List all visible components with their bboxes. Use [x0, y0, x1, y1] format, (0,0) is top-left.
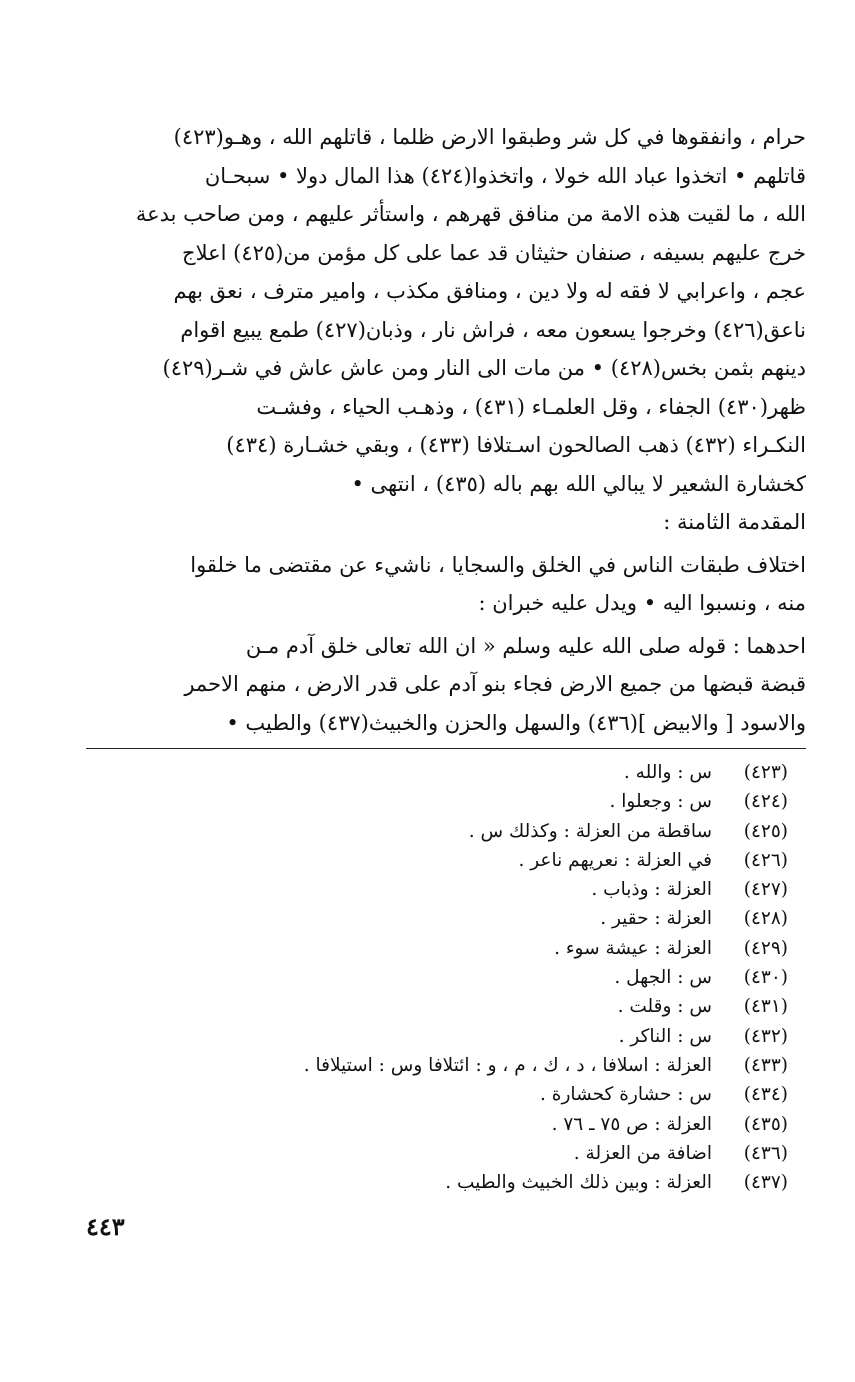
footnote-text: العزلة : ص ٧٥ ـ ٧٦ . — [551, 1113, 712, 1135]
footnote-number: (٤٣١) — [743, 996, 788, 1018]
footnote — [86, 1110, 788, 1139]
text-line: خرج عليهم بسيفه ، صنفان حثيثان قد عما على كل مؤمن من(٤٢٥) اعلاج — [182, 240, 806, 265]
footnote-text: س : والله . — [623, 762, 712, 783]
footnote-text: العزلة : وذباب . — [591, 879, 712, 901]
footnote — [86, 934, 788, 963]
footnote-text: س : حشارة كحشارة . — [540, 1084, 712, 1106]
footnote — [86, 1168, 788, 1197]
text-line: عجم ، واعرابي لا فقه له ولا دين ، ومنافق مكذب ، وامير مترف ، نعق بهم — [173, 279, 806, 303]
footnote-text: في العزلة : نعريهم ناعر . — [518, 849, 712, 871]
text-line: منه ، ونسبوا اليه • ويدل عليه خبران : — [478, 591, 806, 615]
footnote-divider — [86, 748, 806, 749]
main-text — [84, 118, 806, 742]
footnote — [86, 758, 788, 787]
footnote — [86, 992, 788, 1021]
footnote — [86, 1022, 788, 1051]
footnote-number: (٤٢٨) — [743, 908, 788, 930]
footnote-number: (٤٢٥) — [743, 820, 788, 842]
footnote-number: (٤٣٥) — [743, 1113, 788, 1135]
footnote-text: ساقطة من العزلة : وكذلك س . — [468, 820, 712, 842]
footnote-text: س : الناكر . — [618, 1025, 712, 1047]
footnote-text: اضافة من العزلة . — [573, 1142, 712, 1164]
text-line: الله ، ما لقيت هذه الامة من منافق قهرهم ، واستأثر عليهم ، ومن صاحب بدعة — [135, 202, 806, 226]
text-line: والاسود [ والابيض ](٤٣٦) والسهل والحزن والخبيث(٤٣٧) والطيب • — [226, 710, 806, 735]
text-line: اختلاف طبقات الناس في الخلق والسجايا ، ناشيء عن مقتضى ما خلقوا — [190, 552, 806, 577]
footnote-text: العزلة : اسلافا ، د ، ك ، م ، و : ائتلافا وس : استيلافا . — [303, 1054, 712, 1076]
text-line: دينهم بثمن بخس(٤٢٨) • من مات الى النار ومن عاش عاش في شـر(٤٢٩) — [162, 356, 806, 380]
footnote-text: س : وقلت . — [617, 996, 712, 1018]
footnote — [86, 787, 788, 816]
footnote-number: (٤٢٤) — [743, 791, 788, 813]
footnote — [86, 875, 788, 904]
text-line: النكـراء (٤٣٢) ذهب الصالحون اسـتلافا (٤٣٣) ، وبقي خشـارة (٤٣٤) — [226, 433, 806, 457]
footnote-text: س : الجهل . — [614, 967, 712, 989]
section-heading: المقدمة الثامنة : — [663, 510, 806, 534]
text-line: كخشارة الشعير لا يبالي الله بهم باله (٤٣٥) ، انتهى • — [351, 471, 806, 496]
footnote-text: العزلة : حقير . — [600, 908, 712, 930]
footnote-text: العزلة : عيشة سوء . — [554, 937, 712, 959]
footnote — [86, 904, 788, 933]
footnote-number: (٤٣٤) — [743, 1084, 788, 1106]
text-line: ناعق(٤٢٦) وخرجوا يسعون معه ، فراش نار ، وذبان(٤٢٧) طمع يبيع اقوام — [180, 317, 806, 342]
footnote-number: (٤٣٦) — [743, 1142, 788, 1164]
footnote-number: (٤٣٢) — [743, 1025, 788, 1047]
footnotes-list — [86, 758, 788, 1197]
footnote — [86, 846, 788, 875]
footnote-number: (٤٣٧) — [743, 1172, 788, 1194]
footnote — [86, 1139, 788, 1168]
footnote-number: (٤٢٧) — [743, 879, 788, 901]
footnote — [86, 817, 788, 846]
footnote-text: س : وجعلوا . — [609, 791, 712, 813]
footnote-number: (٤٢٦) — [743, 849, 788, 871]
page-number: ٤٤٣ — [86, 1212, 125, 1241]
footnote — [86, 1080, 788, 1109]
footnote-number: (٤٣٠) — [743, 967, 788, 989]
footnote — [86, 963, 788, 992]
text-line: حرام ، وانفقوها في كل شر وطبقوا الارض ظلما ، قاتلهم الله ، وهـو(٤٢٣) — [173, 125, 806, 149]
text-line: احدهما : قوله صلى الله عليه وسلم « ان الله تعالى خلق آدم مـن — [245, 633, 806, 658]
text-line: قبضة قبضها من جميع الارض فجاء بنو آدم على قدر الارض ، منهم الاحمر — [184, 672, 806, 696]
footnote-number: (٤٢٩) — [743, 937, 788, 959]
footnote-text: العزلة : وبين ذلك الخبيث والطيب . — [445, 1172, 712, 1194]
footnote-number: (٤٣٣) — [743, 1054, 788, 1076]
text-line: ظهر(٤٣٠) الجفاء ، وقل العلمـاء (٤٣١) ، وذهـب الحياء ، وفشـت — [256, 394, 806, 419]
footnote-number: (٤٢٣) — [743, 762, 788, 783]
footnote — [86, 1051, 788, 1080]
text-line: قاتلهم • اتخذوا عباد الله خولا ، واتخذوا(٤٢٤) هذا المال دولا • سبحـان — [204, 163, 806, 188]
